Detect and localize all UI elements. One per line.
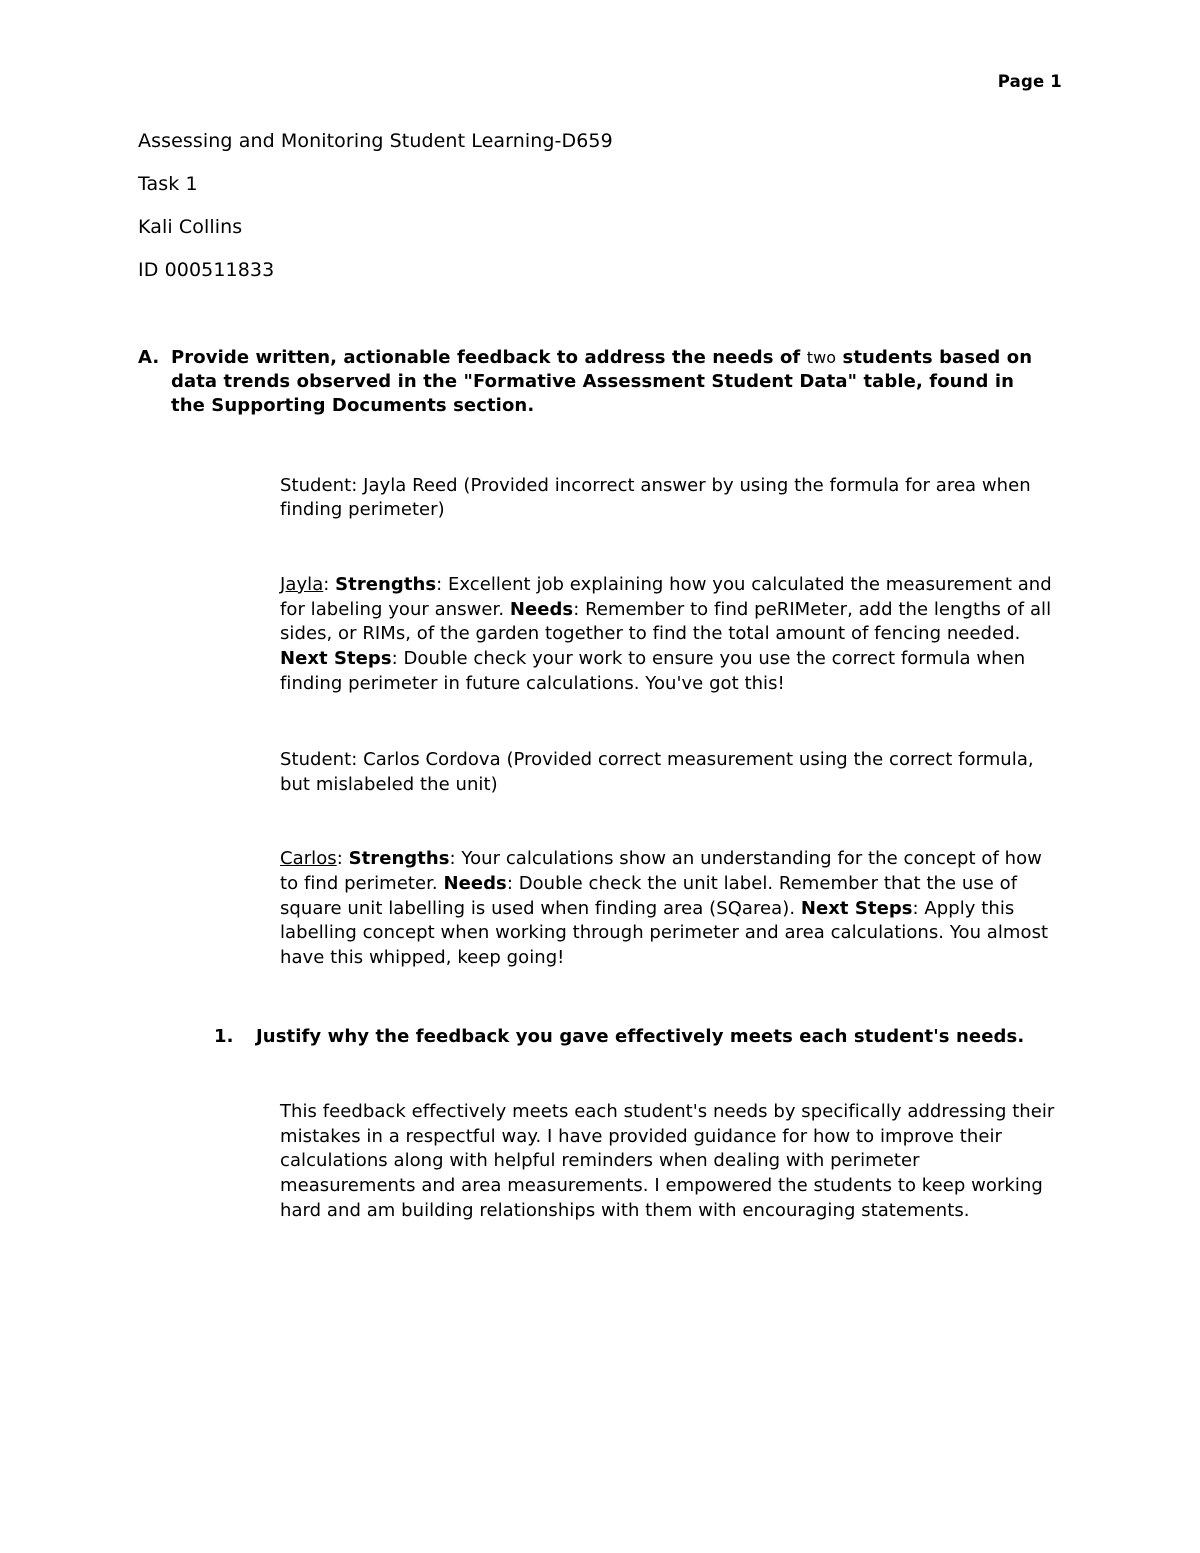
section-a-text-part1: Provide written, actionable feedback to address the needs of (171, 346, 807, 368)
student-2-next-steps-label: Next Steps (800, 897, 913, 919)
student-1-intro: Student: Jayla Reed (Provided incorrect answer by using the formula for area when finding perimeter) (280, 474, 1031, 521)
header-spacer (138, 304, 1068, 346)
item-1-answer: This feedback effectively meets each student's needs by specifically addressing their mistakes in a respectful way. I have provided guidance for how to improve their calculations along with helpful reminders when dealing with perimeter measurements and area measurements. I empowered the students to keep working hard and am building relationships with them with encouraging statements. (280, 1101, 1055, 1221)
section-a-text (171, 346, 1051, 418)
student-1-needs-text: : Remember to find peRIMeter, add the lengths of all sides, or RIMs, of the garden together to find the total amount of fencing needed. (280, 598, 1052, 645)
student-2-next-steps-text: : Apply this labelling concept when working through perimeter and area calculations. You almost have this whipped, keep going! (280, 897, 1049, 969)
student-2-strengths-text: : Your calculations show an understanding for the concept of how to find perimeter. (280, 848, 1042, 895)
student-2-colon: : (336, 848, 349, 870)
task-label: Task 1 (138, 172, 198, 195)
spacer-student-2 (138, 797, 1068, 847)
student-2-strengths-label: Strengths (348, 848, 450, 870)
document-content (138, 132, 1068, 1223)
spacer-after-section-a (138, 418, 1068, 474)
student-1-strengths-text: : Excellent job explaining how you calculated the measurement and for labeling your answer. (280, 573, 1052, 620)
section-a-text-part2: students based on data trends observed in the "Formative Assessment Student Data" table, found in the Supporting Documents section. (171, 346, 1033, 416)
student-1-strengths-label: Strengths (335, 573, 437, 595)
student-1-feedback (280, 573, 1060, 696)
page-number: Page 1 (997, 72, 1062, 91)
student-1-colon: : (323, 573, 336, 595)
student-1-next-steps-text: : Double check your work to ensure you use the correct formula when finding perimeter in future calculations. You've got this! (280, 647, 1026, 694)
student-2-needs-text: : Double check the unit label. Remember that the use of square unit labelling is used when finding area (SQarea). (280, 873, 1018, 919)
author-name: Kali Collins (138, 215, 243, 238)
spacer-student-1 (138, 523, 1068, 573)
item-1-marker: 1. (214, 1025, 234, 1047)
item-1-text: Justify why the feedback you gave effectively meets each student's needs. (256, 1025, 1025, 1047)
item-1-prompt (214, 1025, 1068, 1048)
student-id: ID 000511833 (138, 258, 275, 281)
section-a-marker: A. (138, 346, 160, 368)
student-1-next-steps-label: Next Steps (280, 647, 392, 669)
spacer-between-students (138, 696, 1068, 748)
student-2-intro: Student: Carlos Cordova (Provided correct measurement using the correct formula, but mislabeled the unit) (280, 749, 1034, 795)
section-a-prompt (138, 346, 1068, 418)
student-2-feedback (280, 847, 1060, 970)
spacer-after-item-1 (138, 1048, 1068, 1100)
student-2-name: Carlos (280, 848, 337, 870)
student-1-name: Jayla (280, 573, 324, 595)
spacer-before-item-1 (138, 971, 1068, 1025)
section-a-text-two: two (806, 347, 837, 367)
student-1-needs-label: Needs (509, 598, 574, 620)
student-2-needs-label: Needs (443, 873, 507, 895)
course-title: Assessing and Monitoring Student Learning-D659 (138, 130, 613, 152)
